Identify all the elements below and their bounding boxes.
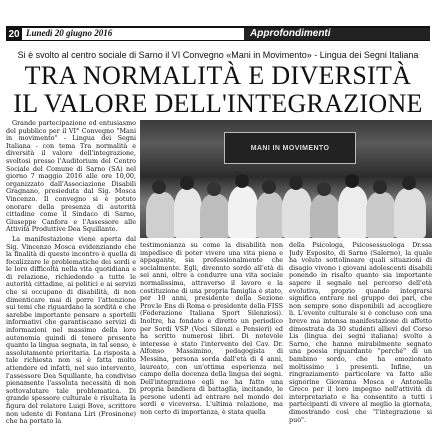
paragraph-3: testimonianza su come la disabilità non impedisce di poter vivere una vita piena e appagante, sia professionalmente che socialmente. Egli, divenuto sordo all'età di sei anni, oltre a condurre una vita sociale normalissima, attraverso il lavoro e la costituzione di una propria famiglia è stato, per 10 anni, presidente della Sezione Prov.le Ens di Roma e presidente della FISS (Federazione Italiana Sport Silenziosi). Inoltre, ha fondato e diretto un periodico per Sordi VSP (Voci Silenzi e Pensieri) ed ha scritto numerosi libri. Di notevole interesse è stato l'intervento del Cav. Dr. Alfonso Massimino, pedagogista di Messina, persona sorda dall'età di 4 anni, laureato, con un'ottima esperienza nel campo della docenza della lingua dei segni. Dell'integrazione egli ne ha fatto una propria bandiera di battaglia, incitando, le persone udenti ad entrare nel mondo dei sordi e viceversa. L'ultima relazione, ma non certo di importanza, è stata quella (140, 242, 283, 417)
article-photo (140, 120, 432, 238)
photo-banner: MANI IN MOVIMENTO (224, 132, 356, 164)
paragraph-1: Grande partecipazione ed entusiasmo del pubblico per il VI° Convegno "Mani in movimento" - Lingua dei Segni Italiana - con tema Tra normalità e diversità il valore dell'integrazione, svoltosi presso l'Auditorium del Centro Sociale del Comune di Sarno (SA) nel giorno 7 maggio 2016 alle ore 10,00, organizzato dall'Associazione Disabili Gragnano, presieduta dal Sig. Mosca Vincenzo. Il convegno si è potuto onorare della presenza di autorità cittadine come il Sindaco di Sarno, Giuseppe Canfora e l'Assessore alle Attività Produttive Dea Squillante. (6, 120, 136, 234)
section-label: Approfondimenti (244, 28, 430, 40)
paragraph-2: La manifestazione viene aperta dal Sig. Vincenzo Mosca evidenziando che la finalità di questo incontro è quella di focalizzare le problematiche dei sordi e le loro difficoltà nella vita quotidiana e di relazione, richiedendo a tutte le autorità cittadine, ai politici e ai servizi che si occupano di disabilità, di non dimenticare mai di porre l'attenzione sui temi che riguardano la sordità e che sarebbe importante pensare a sportelli informativi che garantiscano servizi di informazioni nel massimo della loro autonomia quindi di tenere presente quanto la lingua segnata, in tal senso, è assolutamente prioritaria. La risposta a tale richiesta non si è fatta molto attendere ed infatti, nel suo intervento, l'assessore Dea Squillante, ha condiviso pienamente l'assoluta necessità di non sottovalutare tale problematica. Di grande spessore culturale è risultata la figura del relatore Luigi Bove, scrittore non udente di Fontana Liri (Frosinone) che ha portato la (6, 234, 136, 426)
paragraph-4: della Psicologa, Psicosessuologa Dr.ssa Judy Esposito, di Sarno (Salerno), la quale ha voluto sottolineare quali situazioni di disagio vivono i giovani adolescenti disabili ponendo in risalto quanto sia importante sapere il segnale nel percorso dell'età evolutiva, proprio quando integrarsi significa entrare nel gruppo dei pari, che non sempre sono disponibili ad accogliere li. L'evento culturale si è concluso con una breve ma intensa manifestazione di affetto dimostrata da 30 studenti allievi del Corso Lis (lingua dei segni italiana) svolto a Sarno, che hanno mirabilmente segnato una poesia riguardante "perché" di un bambino sordo, che ha emozionato moltissimo i presenti. Infine, un ringraziamento particolare va fatto alle signorine Giovanna Mosca e Antonella Greco per il loro impegno nell'attività di interpretariato e ha consentito a tutti i partecipanti di vivere al meglio la giornata, dimostrando così che "l'integrazione si può". (289, 242, 432, 424)
headline-line-1: TRA NORMALITÀ E DIVERSITÀ (24, 61, 412, 90)
issue-date: Lunedì 20 giugno 2016 (26, 28, 113, 38)
page-number: 20 (6, 28, 22, 40)
article-column-right (289, 242, 432, 430)
article-column-middle (140, 242, 283, 430)
headline-line-2: IL VALORE DELL'INTEGRAZIONE (13, 89, 423, 118)
crowd-silhouette (140, 158, 432, 238)
article-column-left (6, 120, 136, 430)
article-kicker: Si è svolto al centro sociale di Sarno il VI Convegno «Mani in Movimento» - Lingua dei Segni Italiana (17, 50, 419, 60)
